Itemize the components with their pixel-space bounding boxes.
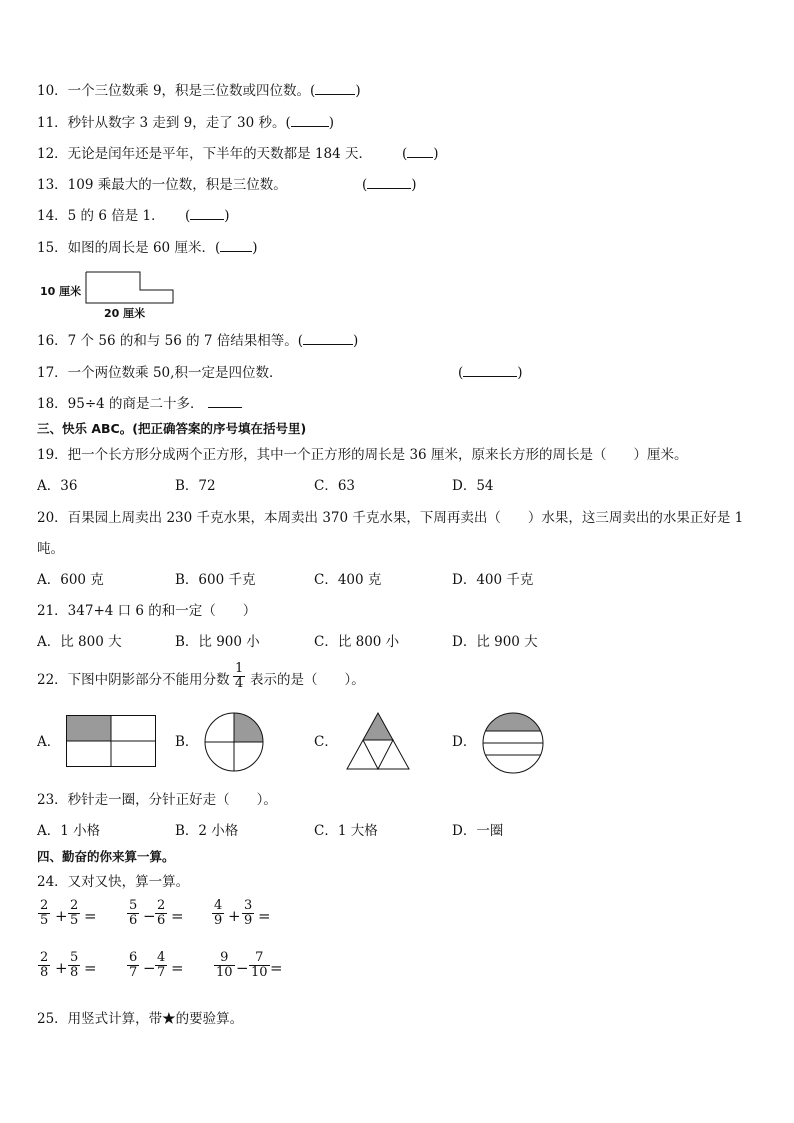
q20-option-d[interactable]: D．400 千克 — [452, 572, 534, 588]
answer-blank[interactable] — [208, 395, 242, 408]
q22-figure-b-circle — [204, 712, 268, 776]
q22-figure-a-rectangle — [66, 715, 158, 771]
q23-option-d[interactable]: D．一圈 — [452, 823, 504, 839]
answer-blank[interactable] — [463, 364, 517, 377]
q20-option-a[interactable]: A．600 克 — [37, 572, 104, 588]
q21-option-b[interactable]: B．比 900 小 — [175, 634, 260, 650]
q19-option-d[interactable]: D．54 — [452, 478, 494, 494]
question-10: 10．一个三位数乘 9，积是三位数或四位数。( ) — [37, 83, 361, 99]
figure-15-bottom-label: 20 厘米 — [104, 307, 146, 320]
question-25: 25．用竖式计算，带★的要验算。 — [37, 1011, 244, 1027]
q19-option-a[interactable]: A．36 — [37, 478, 78, 494]
q22-figure-d-striped-circle — [482, 712, 548, 778]
answer-blank[interactable] — [220, 239, 252, 252]
figure-15-left-label: 10 厘米 — [40, 285, 82, 298]
q21-option-a[interactable]: A．比 800 大 — [37, 634, 122, 650]
question-18: 18．95÷4 的商是二十多． — [37, 395, 242, 413]
answer-blank[interactable] — [367, 176, 411, 189]
question-23: 23．秒针走一圈，分针正好走（ ）。 — [37, 792, 277, 808]
q19-option-c[interactable]: C．63 — [314, 478, 356, 494]
answer-blank[interactable] — [190, 207, 224, 220]
question-11: 11．秒针从数字 3 走到 9，走了 30 秒。( ) — [37, 115, 335, 131]
answer-blank[interactable] — [303, 332, 353, 345]
q21-option-c[interactable]: C．比 800 小 — [314, 634, 400, 650]
question-20-cont: 吨。 — [37, 541, 64, 557]
question-20: 20．百果园上周卖出 230 千克水果，本周卖出 370 千克水果，下周再卖出（ ）水果，这三周卖出的水果正好是 1 — [37, 510, 744, 526]
answer-blank[interactable] — [291, 114, 329, 127]
q19-option-b[interactable]: B．72 — [175, 478, 216, 494]
figure-15-shape — [84, 270, 184, 310]
question-16: 16．7 个 56 的和与 56 的 7 倍结果相等。( ) — [37, 333, 359, 349]
question-15: 15．如图的周长是 60 厘米．( ) — [37, 240, 258, 256]
q22-option-d[interactable]: D． — [452, 734, 477, 750]
q21-option-d[interactable]: D．比 900 大 — [452, 634, 538, 650]
answer-blank[interactable] — [315, 82, 355, 95]
q23-option-a[interactable]: A．1 小格 — [37, 823, 101, 839]
question-19: 19．把一个长方形分成两个正方形，其中一个正方形的周长是 36 厘米，原来长方形的周长是（ ）厘米。 — [37, 447, 688, 463]
question-17: 17．一个两位数乘 50,积一定是四位数． — [37, 365, 283, 381]
question-14-paren: ( ) — [185, 208, 230, 224]
answer-blank[interactable] — [407, 145, 433, 158]
section-4-heading: 四、勤奋的你来算一算。 — [37, 849, 175, 864]
q20-option-b[interactable]: B．600 千克 — [175, 572, 256, 588]
question-12: 12．无论是闰年还是平年，下半年的天数都是 184 天． — [37, 146, 373, 162]
q22-option-c[interactable]: C． — [314, 734, 338, 750]
question-14: 14．5 的 6 倍是 1． — [37, 208, 165, 224]
question-13-paren: ( ) — [362, 177, 417, 193]
question-21: 21．347+4 口 6 的和一定（ ） — [37, 603, 257, 619]
q23-option-b[interactable]: B．2 小格 — [175, 823, 239, 839]
question-24: 24．又对又快，算一算。 — [37, 874, 190, 890]
q22-figure-c-triangle — [345, 711, 415, 773]
q22-option-a[interactable]: A． — [37, 734, 61, 750]
question-22-pre: 22．下图中阴影部分不能用分数 — [37, 672, 230, 688]
q23-option-c[interactable]: C．1 大格 — [314, 823, 378, 839]
q20-option-c[interactable]: C．400 克 — [314, 572, 382, 588]
q22-option-b[interactable]: B． — [175, 734, 199, 750]
question-17-paren: ( ) — [458, 365, 523, 381]
section-3-heading: 三、快乐 ABC。(把正确答案的序号填在括号里) — [37, 421, 307, 436]
question-22-post: 表示的是（ ）。 — [250, 672, 365, 688]
q22-fraction: 1 4 — [235, 661, 244, 691]
question-12-paren: ( ) — [402, 146, 439, 162]
question-13: 13．109 乘最大的一位数，积是三位数。 — [37, 177, 287, 193]
